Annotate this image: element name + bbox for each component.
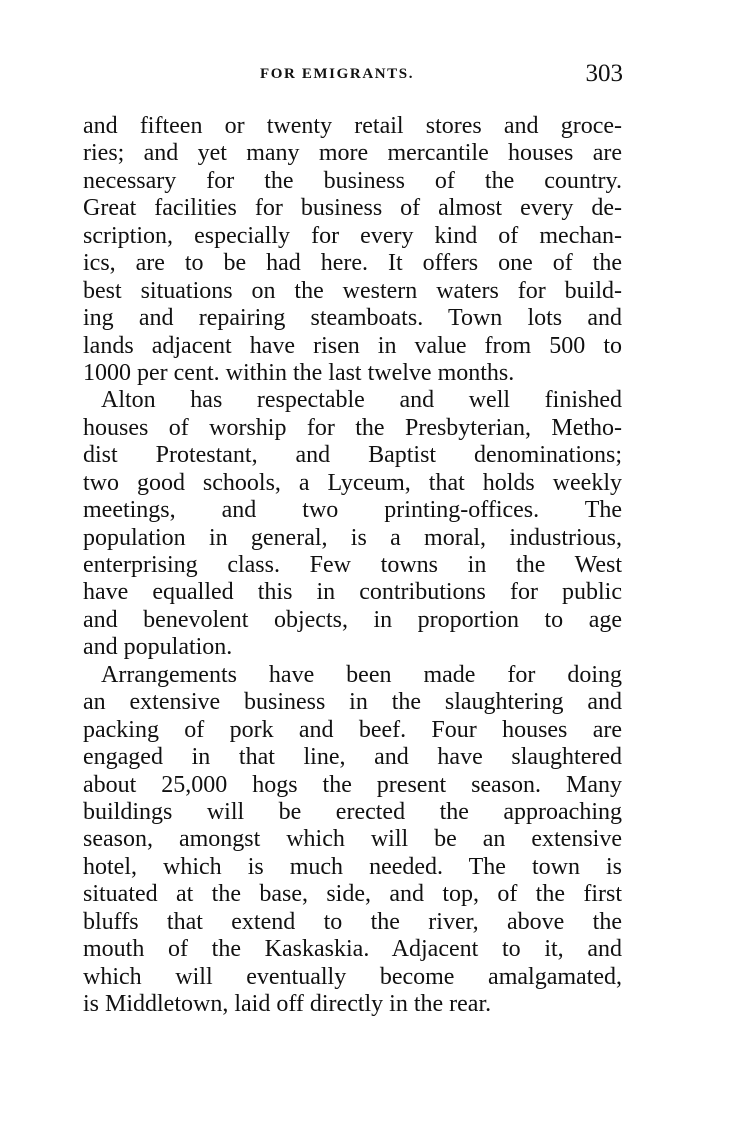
paragraph-1 [83, 113, 622, 387]
text-line: hotel, which is much needed. The town is [83, 853, 622, 880]
text-line: lands adjacent have risen in value from 500 to [83, 332, 622, 359]
text-line: season, amongst which will be an extensive [83, 826, 622, 853]
text-line: and fifteen or twenty retail stores and groce- [83, 113, 622, 139]
text-line: Alton has respectable and well finished [101, 387, 622, 414]
text-line: ries; and yet many more mercantile houses are [83, 140, 622, 167]
text-line: about 25,000 hogs the present season. Many [83, 771, 622, 798]
text-line: have equalled this in contributions for public [83, 579, 622, 606]
text-line: Arrangements have been made for doing [101, 661, 622, 688]
running-title: FOR EMIGRANTS. [260, 66, 415, 82]
text-line: meetings, and two printing-offices. The [83, 497, 622, 524]
text-line: mouth of the Kaskaskia. Adjacent to it, and [83, 936, 622, 963]
text-line: best situations on the western waters for build- [83, 277, 622, 304]
running-head [83, 60, 623, 90]
paragraph-3 [83, 662, 622, 1019]
text-line: an extensive business in the slaughtering and [83, 689, 622, 716]
text-line: packing of pork and beef. Four houses are [83, 716, 622, 743]
text-line: which will eventually become amalgamated, [83, 963, 622, 990]
text-line: enterprising class. Few towns in the West [83, 552, 622, 578]
text-line: ing and repairing steamboats. Town lots and [83, 305, 622, 332]
text-line: necessary for the business of the country. [83, 167, 622, 194]
paragraph-2 [83, 387, 622, 661]
text-line: situated at the base, side, and top, of the first [83, 881, 622, 908]
body-text [83, 113, 622, 1018]
page-number: 303 [585, 60, 623, 87]
text-line: buildings will be erected the approaching [83, 798, 622, 825]
text-line: and benevolent objects, in proportion to age [83, 606, 622, 633]
text-line: engaged in that line, and have slaughtered [83, 744, 622, 771]
text-line: and population. [83, 634, 233, 661]
text-line: is Middletown, laid off directly in the rear. [83, 991, 492, 1017]
text-line: 1000 per cent. within the last twelve months. [83, 359, 515, 386]
text-line: dist Protestant, and Baptist denominations; [83, 442, 622, 469]
text-line: population in general, is a moral, industrious, [83, 524, 622, 551]
text-line: houses of worship for the Presbyterian, Metho- [83, 414, 622, 441]
text-line: scription, especially for every kind of mechan- [83, 222, 622, 249]
text-line: Great facilities for business of almost every de- [83, 195, 622, 222]
text-line: two good schools, a Lyceum, that holds weekly [83, 469, 622, 496]
text-line: bluffs that extend to the river, above the [83, 908, 622, 935]
text-line: ics, are to be had here. It offers one of the [83, 250, 622, 277]
